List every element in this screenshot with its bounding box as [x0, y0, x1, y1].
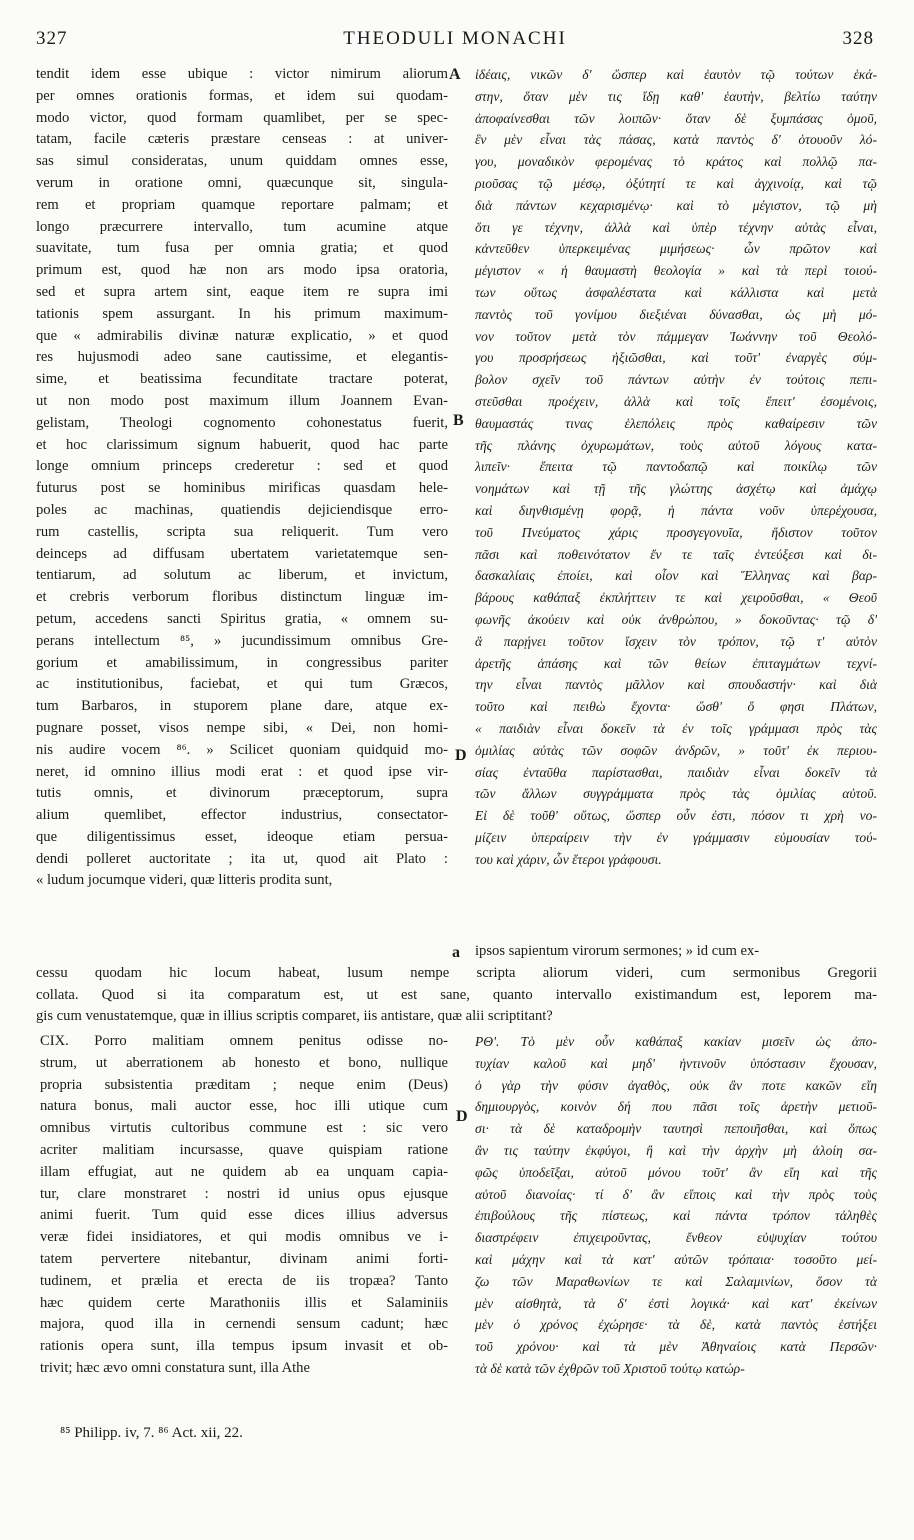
- text-line: suavitate, tum fusa per omnia gratia; et quod: [36, 240, 448, 257]
- text-line: rum castellis, scripta sua reliquerit. Tum vero: [36, 523, 448, 540]
- text-line: tendit idem esse ubique : victor nimirum aliorum: [36, 66, 448, 82]
- text-line: « ludum jocumque videri, quæ litteris prodita sunt,: [36, 872, 333, 889]
- text-line: στην, ὅταν μὲν τις ἴδῃ καθ' ἑαυτὴν, βελτίω ταύτην: [475, 88, 877, 104]
- text-line: gorium et amabilissimum, in congressibus pariter: [36, 654, 448, 671]
- text-line: τοῦτο καὶ πειθὼ ἔχοντα· ὥσθ' ὅ φησι Πλάτων,: [475, 699, 877, 715]
- text-line: σίας ἐνταῦθα παρίστασθαι, παιδιὰν εἶναι δοκεῖν τὰ: [475, 764, 877, 780]
- text-line: strum, ut aberrationem ab honesto et bono, nullique: [40, 1054, 448, 1071]
- text-line: trivit; hæc ævo omni constatura sunt, illa Athe: [40, 1359, 310, 1376]
- text-line: res hujusmodi adeo sane cautissime, et elegantis-: [36, 349, 448, 366]
- text-line: propria subsistentia præditam ; neque enim (Deus): [40, 1076, 448, 1093]
- greek-column-lower: [475, 1031, 877, 1380]
- text-line: διὰ πάντων κεχαρισμένῳ· καὶ τὸ μέγιστον, τῷ μὴ: [475, 197, 877, 213]
- text-line: tationis spem assurgant. In his primum maximum-: [36, 305, 448, 322]
- text-line: tudinem, et prælia et erecta de iis tropæa? Tanto: [40, 1272, 448, 1289]
- text-line: μίζειν ὑπεραίρειν τὴν ἐν γράμμασιν εὐμουσίαν τού-: [475, 829, 877, 845]
- margin-marker-d: D: [455, 747, 467, 764]
- text-line: διαστρέφειν ἐπιχειροῦντας, ἔνθεον εὐψυχίαν τούτου: [475, 1230, 877, 1246]
- text-line: τυχίαν καλοῦ καὶ μηδ' ἡντινοῦν ὑπόστασιν ἔχουσαν,: [475, 1055, 877, 1071]
- text-line: γου, μοναδικὸν φερομένας τὸ κράτος καὶ πολλῷ πα-: [475, 154, 877, 170]
- text-line: tutis omnis, et divinorum præceptorum, supra: [36, 785, 448, 802]
- text-line: ἀποφαίνεσθαι τῶν λοιπῶν· ὅταν δὲ ξυμπάσας ὁμοῦ,: [475, 110, 877, 126]
- text-line: στεῦσθαι προέχειν, ἀλλὰ καὶ τοῖς ἔπειτ' ἐσομένοις,: [475, 393, 877, 409]
- text-line: primum est, quod hæ non ars modo ipsa oratoria,: [36, 262, 448, 279]
- text-line: sime, et beatissima fecunditate tractare poterat,: [36, 371, 448, 388]
- text-line: acriter malitiam incursasse, quave quispiam ratione: [40, 1141, 448, 1158]
- text-line: perans intellectum ⁸⁵, » jucundissimum omnibus Gre-: [36, 632, 448, 649]
- text-line: ἀρετῆς ἁπάσης καὶ τῶν θείων ἐπιταγμάτων τεχνί-: [475, 655, 877, 671]
- text-line: παντὸς τοῦ γονίμου διεξιέναι δύνασθαι, ὡς μὴ μό-: [475, 306, 877, 322]
- text-line: illam effugiat, aut ne quidem ab ea unquam capia-: [40, 1163, 448, 1180]
- text-line: verum in oratione omni, quæcunque sit, singula-: [36, 174, 448, 191]
- text-line: et crebris verborum floribus distinctum linguæ im-: [36, 589, 448, 606]
- margin-marker-b: B: [453, 412, 464, 429]
- text-line: αὐτοῦ διανοίας· τί δ' ἂν εἴποις καὶ τὴν πρὸς τοὺς: [475, 1186, 877, 1202]
- text-line: alium quemlibet, effector industrius, consectator-: [36, 807, 448, 824]
- text-line: ἃ παρῄνει τοῦτον ἴσχειν τὸν τρόπον, τῷ τ' αὐτὸν: [475, 633, 877, 649]
- text-line: τῆς πλάνης ὀχυρωμάτων, τοὺς αὐτοῦ λόγους κατα-: [475, 437, 877, 453]
- text-line: ipsos sapientum virorum sermones; » id cum ex-: [475, 943, 760, 959]
- text-line: των οὕτως ἀσφαλέστατα καὶ κάλλιστα καὶ μετὰ: [475, 284, 877, 300]
- running-title: THEODULI MONACHI: [343, 28, 567, 49]
- text-line: ἂν τις ταύτην ἐκφύγοι, ἢ καὶ τὴν ἀρχὴν μὴ ἁλοίη σα-: [475, 1142, 877, 1158]
- text-line: que diligentissimus esset, ideoque etiam persua-: [36, 828, 448, 845]
- text-line: τῶν ἄλλων συγγράμματα πρὸς τὰς ὁμιλίας αὐτοῦ.: [475, 786, 877, 802]
- text-line: neret, id omnino illius modi erat : et quod ipse vir-: [36, 763, 448, 780]
- text-line: tentiarum, ad solutum ac liberum, et invictum,: [36, 567, 448, 584]
- text-line: pugnare posset, visos nempe sibi, « Dei, non homi-: [36, 719, 448, 736]
- text-line: νοημάτων καὶ τῇ τῆς γλώττης ἀσχέτῳ καὶ ἀμάχῳ: [475, 481, 877, 497]
- latin-column-upper: [36, 64, 448, 892]
- text-line: tatem pervertere nitebantur, divinam animi forti-: [40, 1250, 448, 1267]
- text-line: ὁμιλίας αὐτὰς τῶν σοφῶν ἀνδρῶν, » τοῦτ' ἐκ περιου-: [475, 742, 877, 758]
- text-line: μὲν ὁ χρόνος ἐχώρησε· τὰ δὲ, κατὰ παντὸς ἑστήξει: [475, 1317, 877, 1333]
- text-line: petum, accedens sancti Spiritus gratia, « omnem su-: [36, 610, 448, 627]
- text-line: ἰδέαις, νικῶν δ' ὥσπερ καὶ ἑαυτὸν τῷ τούτων ἑκά-: [475, 67, 877, 82]
- text-line: θαυμαστάς τινας ἑλεπόλεις πρὸς καθαίρεσιν τῶν: [475, 415, 877, 431]
- latin-full-width-lines: [36, 941, 877, 1028]
- text-line: collata. Quod si ita comparatum est, ut est sane, quanto intervallo existimandum est, leporem ma-: [36, 986, 877, 1003]
- text-line: την εἶναι παντὸς μᾶλλον καὶ σπουδαστήν· καὶ διὰ: [475, 677, 877, 693]
- text-line: Εἰ δὲ τοῦθ' οὕτως, ὥσπερ οὖν ἐστι, πόσον τι χρὴ νο-: [475, 808, 877, 824]
- text-line: νον τοῦτον μετὰ τὸν πάμμεγαν Ἰωάννην τοῦ Θεολό-: [475, 328, 877, 344]
- text-line: CIX. Porro malitiam omnem penitus odisse no-: [40, 1033, 448, 1049]
- text-line: ΡΘ'. Τὸ μὲν οὖν καθάπαξ κακίαν μισεῖν ὡς ἀπο-: [475, 1034, 877, 1049]
- text-line: tum Barbaros, in stuporem plane dare, atque ex-: [36, 698, 448, 715]
- footnotes: ⁸⁵ Philipp. iv, 7. ⁸⁶ Act. xii, 22.: [60, 1425, 243, 1441]
- latin-column-lower: [40, 1031, 448, 1380]
- text-line: δημιουργὸς, κοινὸν δή που πᾶσι τοῖς ἀρετὴν μετιοῦ-: [475, 1099, 877, 1115]
- text-line: gis cum venustatemque, quæ in illius scriptis comparet, iis antistare, quæ alii scriptitant?: [36, 1008, 553, 1025]
- page-number-left: 327: [36, 28, 68, 49]
- text-line: dendi polleret auctoritate ; ita ut, quod ait Plato :: [36, 850, 448, 867]
- text-line: βάρους καθάπαξ ἐκπλήττειν τε καὶ χειροῦσθαι, « Θεοῦ: [475, 590, 877, 606]
- text-line: longe omnium princeps crederetur : sed et quod: [36, 458, 448, 475]
- text-line: δασκαλίαις ἐποίει, καὶ οἷον καὶ Ἕλληνας καὶ βαρ-: [475, 568, 877, 584]
- text-line: του καὶ χάριν, ὧν ἕτεροι γράφουσι.: [475, 851, 662, 867]
- page-number-right: 328: [842, 28, 874, 49]
- text-line: φωνῆς ἀκούειν καὶ οὐκ ἀνθρώπου, » δοκοῦντας· τῷ δ': [475, 611, 877, 627]
- text-line: ut non modo post maximum illum Joannem Evan-: [36, 392, 448, 409]
- text-line: poles ac machinas, quatiendis dejiciendisque erro-: [36, 501, 448, 518]
- text-line: per omnes orationis formas, et idem sui quodam-: [36, 87, 448, 104]
- text-line: sas simul consideratas, unum quiddam omnes esse,: [36, 153, 448, 170]
- text-line: rationis opera sunt, illa tempus ipsum invasit et ob-: [40, 1338, 448, 1355]
- text-line: animi fuerit. Tum quid esse dices illius adversus: [40, 1207, 448, 1224]
- text-line: βολον σχεῖν τοῦ πάντων αὐτὴν ἐν τούτοις πεπι-: [475, 372, 877, 388]
- margin-marker-a-lower: a: [452, 944, 460, 961]
- text-line: τοῦ Πνεύματος χάρις προσγεγονυῖα, ἥδιστον τοῦτον: [475, 524, 877, 540]
- text-line: κἀντεῦθεν ὑπερκειμένας μιμήσεως· ὧν πρῶτον καὶ: [475, 241, 877, 257]
- text-line: ὅτι γε τέχνην, ἀλλὰ καὶ ὑπὲρ τέχνην αὐτὰς εἶναι,: [475, 219, 877, 235]
- text-line: longo præcurrere intervallo, tum acumine atque: [36, 218, 448, 235]
- text-line: λιπεῖν· ἔπειτα τῷ παντοδαπῷ καὶ ποικίλῳ τῶν: [475, 459, 877, 475]
- text-line: ὁ γὰρ τὴν φύσιν ἀγαθὸς, οὐκ ἂν ποτε κακῶν εἴη: [475, 1077, 877, 1093]
- text-line: futurus post se hominibus mirificas quasdam hele-: [36, 480, 448, 497]
- text-line: majora, quod illa in cernendi sensum cadunt; hæc: [40, 1316, 448, 1333]
- text-line: καὶ μάχην καὶ τὰ κατ' αὐτῶν τρόπαια· τοσοῦτο μεί-: [475, 1251, 877, 1267]
- text-line: que « admirabilis divinæ naturæ explicatio, » et quod: [36, 327, 448, 344]
- text-line: veræ fidei insidiatores, et qui modis omnibus ve i-: [40, 1229, 448, 1246]
- text-line: σι· τὰ δὲ καταδρομὴν ταυτησὶ πεποιῆσθαι, καὶ ὅπως: [475, 1121, 877, 1137]
- text-line: omnibus virtutis cultoribus commune est : sic vero: [40, 1120, 448, 1137]
- text-line: hæc quidem certe Marathoniis illis et Salaminiis: [40, 1294, 448, 1311]
- text-line: ζω τῶν Μαραθωνίων τε καὶ Σαλαμινίων, ὅσον τὰ: [475, 1273, 877, 1289]
- text-line: τοῦ χρόνου· καὶ τὰ μὲν Ἀθηναίοις κατὰ Περσῶν·: [475, 1339, 877, 1355]
- text-line: καὶ διηνθισμένῃ φορᾷ, ἡ πάντα νοῦν ὑπερέχουσα,: [475, 502, 877, 518]
- text-line: nis audire vocem ⁸⁶. » Scilicet quoniam quidquid mo-: [36, 741, 448, 758]
- text-line: γου προσρήσεως ἠξιῶσθαι, καὶ τοῦτ' ἐναργὲς σύμ-: [475, 350, 877, 366]
- text-line: sed et supra artem sint, eaque item re supra imi: [36, 283, 448, 300]
- text-line: cessu quodam hic locum habeat, lusum nempe scripta aliorum videri, cum sermonibus Gregorii: [36, 964, 877, 981]
- text-line: natura bonus, mali auctor esse, hoc illi utique cum: [40, 1098, 448, 1115]
- running-header: [36, 28, 874, 58]
- text-line: ἐπιβούλους τῆς πίστεως, καὶ πάντα τρόπον τἀληθὲς: [475, 1208, 877, 1224]
- text-line: « παιδιὰν εἶναι δοκεῖν τὰ ἐν τοῖς γράμμασι πρὸς τὰς: [475, 720, 877, 736]
- text-line: et hoc clarissimum signum habuerit, quod hac parte: [36, 436, 448, 453]
- text-line: ἓν μὲν εἶναι τὰς πάσας, κατὰ παντὸς δ' ὁτουοῦν λό-: [475, 132, 877, 148]
- text-line: φῶς ὑποδεῖξαι, αὐτοῦ μόνου τοῦτ' ἂν εἴη καὶ τῆς: [475, 1164, 877, 1180]
- text-line: modo victor, quod formam quamlibet, per se spec-: [36, 109, 448, 126]
- text-line: ριοῦσας τῷ μέσῳ, ὀξύτητί τε καὶ ἀγχινοίᾳ, καὶ τῷ: [475, 175, 877, 191]
- text-line: μέγιστον « ἡ θαυμαστὴ θεολογία » καὶ τὰ περὶ τοιού-: [475, 263, 877, 279]
- text-line: deinceps ad diffusam ubertatem varietatemque sen-: [36, 545, 448, 562]
- margin-marker-a: A: [449, 66, 461, 83]
- greek-column-upper: [475, 64, 877, 870]
- text-line: τὰ δὲ κατὰ τῶν ἐχθρῶν τοῦ Χριστοῦ τούτῳ κατώρ-: [475, 1360, 745, 1376]
- text-line: ac institutionibus, faciebat, et qui tum Græcos,: [36, 676, 448, 693]
- text-line: μὲν αἰσθητὰ, τὰ δ' ἐστὶ λογικά· καὶ κατ' ἐκείνων: [475, 1295, 877, 1311]
- text-line: πᾶσι καὶ ποθεινότατον ἔν τε ταῖς ἐντεύξεσι καὶ δι-: [475, 546, 877, 562]
- text-line: gelistam, Theologi cognomento cohonestatus fuerit,: [36, 414, 448, 431]
- text-line: tur, clare monstraret : nostri id unius opus ejusque: [40, 1185, 448, 1202]
- text-line: tatam, facile cæteris præstare censeas : at univer-: [36, 131, 448, 148]
- margin-marker-d-lower: D: [456, 1108, 468, 1125]
- text-line: rem et propriam quamque reportare palmam; et: [36, 196, 448, 213]
